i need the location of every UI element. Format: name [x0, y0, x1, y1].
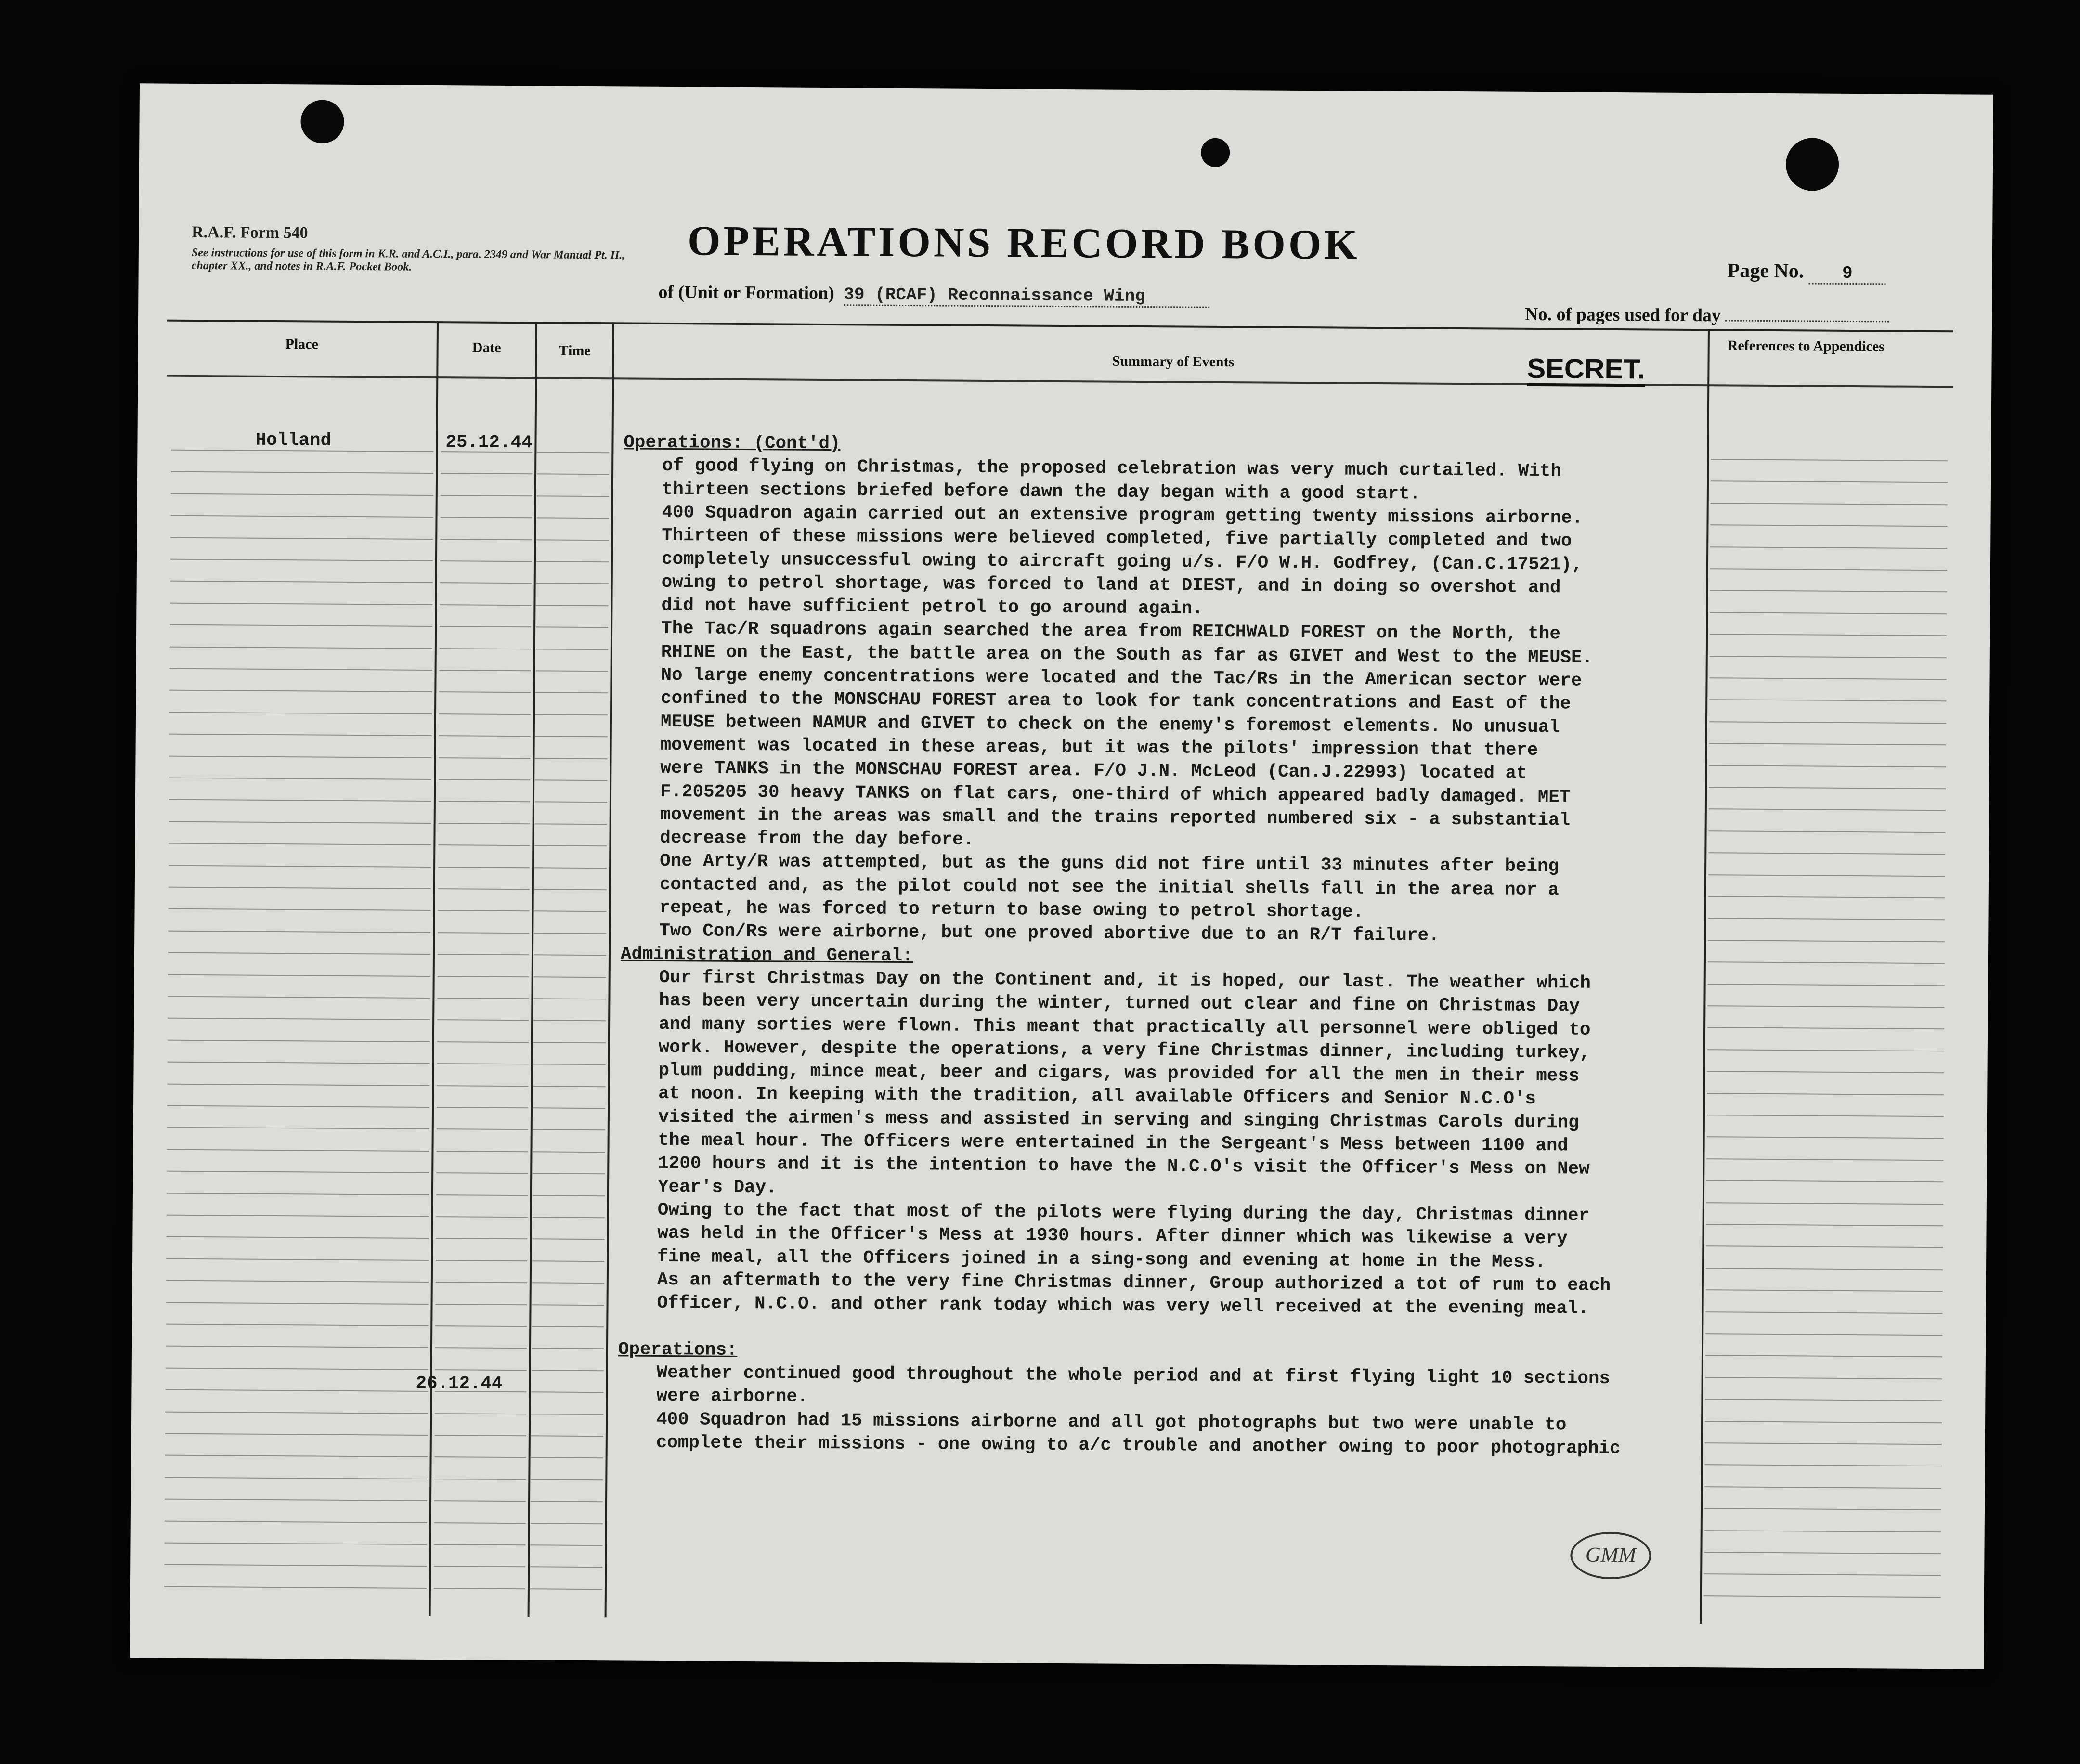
- stamp-initials: GMM: [1585, 1543, 1637, 1567]
- ruled-line: [531, 1457, 603, 1459]
- ruled-line: [533, 1151, 605, 1153]
- place-holland: Holland: [255, 430, 332, 451]
- ruled-line: [1710, 590, 1947, 593]
- ruled-line: [534, 933, 606, 934]
- date-26-12-44: 26.12.44: [416, 1373, 503, 1394]
- summary-line: One Arty/R was attempted, but as the guns did not fire until 33 minutes after being: [660, 851, 1560, 877]
- ruled-line: [531, 1391, 603, 1393]
- ruled-line: [171, 493, 433, 495]
- ruled-line: [165, 1389, 428, 1392]
- page-title: OPERATIONS RECORD BOOK: [687, 218, 1361, 269]
- ruled-line: [535, 736, 608, 738]
- ruled-line: [434, 1522, 526, 1524]
- ruled-line: [1711, 503, 1948, 505]
- ruled-line: [166, 1324, 428, 1326]
- summary-line: of good flying on Christmas, the proposed celebration was very much curtailed. With: [662, 456, 1562, 482]
- ruled-line: [170, 602, 432, 605]
- ruled-line: [166, 1280, 429, 1283]
- ruled-line: [1705, 1377, 1942, 1379]
- ruled-line: [1709, 830, 1946, 833]
- summary-line: did not have sufficient petrol to go around again.: [661, 596, 1203, 619]
- ruled-line: [438, 954, 529, 955]
- ruled-line: [165, 1455, 428, 1457]
- summary-line: was held in the Officer's Mess at 1930 hours. After dinner which was likewise a very: [657, 1223, 1568, 1249]
- date-25-12-44: 25.12.44: [445, 432, 533, 454]
- ruled-line: [166, 1302, 429, 1304]
- ruled-line: [166, 1258, 429, 1260]
- column-header-summary: Summary of Events: [1112, 353, 1235, 370]
- page-number-row: [1728, 259, 1886, 285]
- column-header-time: Time: [559, 342, 591, 359]
- ruled-line: [439, 823, 530, 824]
- ruled-line: [169, 843, 431, 845]
- ruled-line: [534, 845, 607, 846]
- ruled-line: [436, 1151, 528, 1152]
- ruled-line: [537, 495, 609, 497]
- ruled-line: [441, 495, 532, 496]
- column-divider-time: [605, 322, 614, 1617]
- ruled-line: [440, 648, 531, 649]
- pages-used-row: [1525, 304, 1889, 327]
- ruled-line: [436, 1216, 528, 1218]
- summary-line: movement was located in these areas, but it was the pilots' impression that there: [660, 735, 1538, 761]
- ruled-line: [440, 670, 531, 671]
- ruled-line: [532, 1282, 604, 1284]
- ruled-line: [168, 996, 430, 999]
- ruled-line: [533, 1217, 605, 1218]
- summary-line: complete their missions - one owing to a/c trouble and another owing to poor photographic: [656, 1432, 1621, 1459]
- ruled-line: [167, 1193, 429, 1195]
- summary-line: visited the airmen's mess and assisted in serving and singing Christmas Carols during: [658, 1107, 1579, 1133]
- ruled-line: [171, 515, 433, 518]
- ruled-line: [436, 1282, 527, 1283]
- ruled-line: [439, 757, 530, 759]
- summary-line: 400 Squadron had 15 missions airborne and all got photographs but two were unable to: [656, 1409, 1567, 1436]
- summary-line: 400 Squadron again carried out an extensive program getting twenty missions airborne.: [662, 502, 1583, 529]
- summary-heading: Operations: (Cont'd): [624, 432, 841, 454]
- ruled-line: [532, 1260, 604, 1262]
- summary-line: contacted and, as the pilot could not see the initial shells fall in the area nor a: [659, 874, 1559, 900]
- ruled-line: [534, 889, 607, 890]
- ruled-line: [1706, 1158, 1943, 1161]
- ruled-line: [1706, 1289, 1943, 1292]
- ruled-line: [170, 646, 432, 649]
- summary-line: plum pudding, mince meat, beer and cigars, was provided for all the men in their mess: [658, 1060, 1580, 1087]
- ruled-line: [536, 539, 609, 541]
- ruled-line: [440, 582, 532, 584]
- ruled-line: [434, 1566, 525, 1567]
- ruled-line: [1704, 1574, 1941, 1576]
- ruled-line: [437, 1085, 528, 1087]
- ruled-line: [170, 581, 433, 583]
- ruled-line: [1707, 1027, 1944, 1030]
- ruled-line: [437, 1128, 528, 1130]
- summary-line: Weather continued good throughout the whole period and at first flying light 10 sections: [656, 1362, 1611, 1389]
- ruled-line: [169, 778, 431, 780]
- ruled-line: [1710, 546, 1947, 549]
- ruled-line: [436, 1304, 527, 1305]
- ruled-line: [437, 998, 529, 999]
- ruled-line: [169, 821, 431, 823]
- ruled-line: [1705, 1399, 1942, 1401]
- ruled-line: [1708, 918, 1945, 921]
- ruled-line: [438, 888, 530, 890]
- summary-line: owing to petrol shortage, was forced to land at DIEST, and in doing so overshot and: [661, 572, 1561, 598]
- ruled-line: [1704, 1486, 1941, 1489]
- summary-line: RHINE on the East, the battle area on the South as far as GIVET and West to the MEUSE.: [661, 642, 1593, 668]
- ruled-line: [438, 910, 530, 911]
- ruled-line: [1705, 1333, 1942, 1336]
- ruled-line: [535, 758, 607, 759]
- ruled-line: [434, 1479, 526, 1480]
- ruled-line: [439, 735, 531, 737]
- ruled-line: [534, 911, 607, 912]
- ruled-line: [435, 1435, 526, 1436]
- ruled-line: [536, 561, 609, 562]
- ruled-line: [168, 1018, 430, 1020]
- ruled-line: [533, 998, 606, 999]
- page-number-label: Page No.: [1727, 259, 1804, 283]
- unit-value: 39 (RCAF) Reconnaissance Wing: [844, 285, 1209, 308]
- ruled-line: [532, 1348, 604, 1349]
- summary-line: and many sorties were flown. This meant that practically all personnel were obliged to: [658, 1014, 1591, 1040]
- ruled-line: [1708, 961, 1945, 964]
- ruled-line: [169, 712, 432, 714]
- ruled-line: [1709, 743, 1946, 745]
- ruled-line: [167, 1171, 429, 1173]
- ruled-line: [1710, 612, 1947, 614]
- ruled-line: [530, 1544, 602, 1546]
- ruled-line: [535, 802, 607, 803]
- ruled-line: [533, 1020, 606, 1022]
- ruled-line: [437, 1041, 529, 1043]
- ruled-line: [169, 908, 431, 911]
- ruled-line: [1707, 1049, 1944, 1051]
- ruled-line: [437, 1063, 529, 1064]
- ruled-line: [1704, 1530, 1941, 1532]
- summary-line: The Tac/R squadrons again searched the area from REICHWALD FOREST on the North, the: [661, 619, 1561, 645]
- ruled-line: [1710, 656, 1947, 658]
- ruled-line: [536, 627, 608, 628]
- ruled-line: [169, 799, 431, 802]
- column-divider-place: [429, 321, 439, 1616]
- ruled-line: [436, 1194, 528, 1196]
- ruled-line: [434, 1588, 525, 1589]
- ruled-line: [164, 1564, 427, 1567]
- ruled-line: [438, 932, 529, 934]
- ruled-line: [441, 517, 532, 518]
- ruled-line: [169, 865, 431, 867]
- ruled-line: [531, 1523, 603, 1524]
- ruled-line: [536, 649, 608, 650]
- initials-stamp: [1570, 1531, 1651, 1579]
- ruled-line: [1708, 896, 1945, 898]
- summary-line: Two Con/Rs were airborne, but one proved abortive due to an R/T failure.: [659, 921, 1440, 947]
- ruled-line: [168, 974, 430, 976]
- ruled-line: [535, 823, 607, 825]
- ruled-line: [530, 1588, 602, 1590]
- summary-line: confined to the MONSCHAU FOREST area to look for tank concentrations and East of the: [661, 688, 1571, 714]
- ruled-line: [533, 1042, 606, 1043]
- ruled-line: [169, 690, 432, 692]
- punch-hole-left: [300, 100, 344, 143]
- ruled-line: [1708, 940, 1945, 942]
- ruled-line: [531, 1435, 603, 1437]
- ruled-line: [439, 801, 530, 802]
- ruled-line: [170, 624, 432, 627]
- ruled-line: [168, 952, 430, 955]
- ruled-line: [532, 1326, 604, 1327]
- ruled-line: [440, 560, 532, 562]
- ruled-line: [435, 1325, 527, 1327]
- column-divider-summary: [1700, 329, 1710, 1624]
- ruled-line: [436, 1260, 527, 1261]
- secret-stamp: SECRET.: [1527, 354, 1645, 387]
- ruled-line: [440, 604, 531, 606]
- ruled-line: [533, 1107, 605, 1109]
- unit-row: [658, 282, 1209, 308]
- summary-line: movement in the areas was small and the trains reported numbered six - a substantial: [660, 804, 1571, 831]
- summary-line: were airborne.: [656, 1386, 808, 1408]
- ruled-line: [165, 1411, 428, 1414]
- ruled-line: [165, 1477, 427, 1479]
- ruled-line: [167, 1149, 429, 1151]
- summary-line: work. However, despite the operations, a very fine Christmas dinner, including turkey,: [658, 1037, 1591, 1064]
- ruled-line: [1707, 1093, 1944, 1095]
- ruled-line: [533, 1195, 605, 1196]
- ruled-line: [1707, 1115, 1944, 1117]
- summary-line: at noon. In keeping with the tradition, all available Officers and Senior N.C.O's: [658, 1084, 1536, 1110]
- record-sheet: [130, 83, 1993, 1669]
- ruled-line: [1706, 1246, 1943, 1248]
- ruled-line: [436, 1238, 527, 1239]
- ruled-line: [533, 1086, 605, 1087]
- ruled-line: [435, 1369, 527, 1371]
- ruled-line: [167, 1105, 429, 1108]
- summary-line: fine meal, all the Officers joined in a sing-song and evening at home in the Mess.: [657, 1246, 1546, 1272]
- summary-line: Officer, N.C.O. and other rank today which was very well received at the evening meal.: [657, 1293, 1589, 1319]
- ruled-line: [1710, 677, 1947, 680]
- ruled-line: [170, 559, 433, 561]
- ruled-line: [168, 930, 430, 933]
- ruled-line: [169, 887, 431, 889]
- ruled-line: [1709, 809, 1946, 811]
- ruled-line: [1705, 1465, 1942, 1467]
- summary-line: Our first Christmas Day on the Continent and, it is hoped, our last. The weather which: [659, 967, 1591, 994]
- ruled-line: [1706, 1202, 1943, 1205]
- unit-label: of (Unit or Formation): [658, 282, 835, 304]
- punch-hole-right: [1786, 138, 1839, 191]
- ruled-line: [166, 1346, 428, 1348]
- ruled-line: [1709, 765, 1946, 767]
- ruled-line: [440, 539, 532, 540]
- ruled-line: [167, 1127, 429, 1129]
- ruled-line: [437, 1107, 528, 1108]
- column-header-references: References to Appendices: [1727, 337, 1885, 355]
- pages-used-value: [1725, 320, 1889, 322]
- ruled-line: [435, 1347, 527, 1349]
- ruled-line: [535, 692, 608, 694]
- ruled-line: [535, 714, 608, 715]
- ruled-line: [1705, 1442, 1942, 1445]
- ruled-line: [1708, 984, 1945, 986]
- ruled-line: [168, 1039, 430, 1042]
- ruled-line: [441, 473, 532, 474]
- ruled-line: [536, 670, 608, 672]
- ruled-line: [1704, 1595, 1941, 1598]
- pages-used-label: No. of pages used for day: [1525, 304, 1721, 326]
- column-header-date: Date: [472, 339, 501, 356]
- ruled-line: [531, 1414, 603, 1415]
- ruled-line: [439, 691, 531, 693]
- ruled-line: [170, 537, 433, 539]
- ruled-line: [532, 1304, 604, 1306]
- ruled-line: [1705, 1311, 1942, 1314]
- form-note: See instructions for use of this form in K.R. and A.C.I., para. 2349 and War Manual Pt. II., chapter XX., and notes in R.A.F. Pocket Book.: [191, 246, 625, 273]
- summary-line: Owing to the fact that most of the pilots were flying during the day, Christmas dinner: [657, 1200, 1590, 1226]
- summary-line: decrease from the day before.: [660, 828, 975, 850]
- ruled-line: [166, 1367, 428, 1370]
- ruled-line: [537, 518, 609, 519]
- ruled-line: [169, 734, 432, 736]
- summary-line: Thirteen of these missions were believed completed, five partially completed and two: [662, 526, 1572, 552]
- table-header-border: [167, 375, 1953, 388]
- ruled-line: [531, 1501, 603, 1502]
- summary-line: F.205205 30 heavy TANKS on flat cars, one-third of which appeared badly damaged. MET: [660, 781, 1571, 807]
- ruled-line: [171, 471, 433, 474]
- ruled-line: [1710, 568, 1947, 571]
- ruled-lines: [140, 83, 1993, 95]
- ruled-line: [1706, 1180, 1943, 1182]
- ruled-line: [533, 1129, 605, 1131]
- ruled-line: [1708, 852, 1945, 855]
- ruled-line: [535, 779, 607, 781]
- ruled-line: [440, 626, 531, 627]
- ruled-line: [536, 583, 609, 584]
- summary-line: No large enemy concentrations were located and the Tac/Rs in the American sector were: [661, 665, 1582, 691]
- ruled-line: [537, 474, 609, 475]
- punch-hole-middle: [1201, 138, 1230, 167]
- ruled-line: [1709, 721, 1946, 724]
- ruled-line: [530, 1567, 602, 1568]
- ruled-line: [1709, 700, 1946, 702]
- column-header-place: Place: [285, 336, 318, 352]
- ruled-line: [1706, 1224, 1943, 1226]
- ruled-line: [1707, 1137, 1944, 1139]
- ruled-line: [170, 668, 432, 671]
- ruled-line: [167, 1083, 429, 1086]
- ruled-line: [165, 1433, 428, 1436]
- summary-line: MEUSE between NAMUR and GIVET to check on the enemy's foremost elements. No unusual: [660, 712, 1560, 738]
- ruled-line: [532, 1370, 604, 1371]
- ruled-line: [439, 779, 530, 780]
- ruled-line: [434, 1544, 525, 1545]
- ruled-line: [437, 1019, 529, 1021]
- ruled-line: [534, 867, 607, 869]
- ruled-line: [1704, 1508, 1941, 1510]
- summary-line: As an aftermath to the very fine Christmas dinner, Group authorized a tot of rum to each: [657, 1270, 1611, 1296]
- summary-line: repeat, he was forced to return to base owing to petrol shortage.: [659, 897, 1364, 922]
- summary-line: were TANKS in the MONSCHAU FOREST area. F/O J.N. McLeod (Can.J.22993) located at: [660, 758, 1527, 784]
- ruled-line: [434, 1500, 526, 1502]
- ruled-line: [1707, 1071, 1944, 1073]
- summary-heading: Administration and General:: [620, 944, 913, 966]
- ruled-line: [533, 1064, 606, 1065]
- summary-line: Year's Day.: [657, 1177, 777, 1198]
- ruled-line: [1711, 459, 1948, 461]
- ruled-line: [534, 954, 606, 956]
- ruled-line: [165, 1543, 427, 1545]
- ruled-line: [438, 976, 529, 977]
- summary-line: completely unsuccessful owing to aircraft going u/s. F/O W.H. Godfrey, (Can.C.17521),: [661, 549, 1583, 575]
- summary-line: thirteen sections briefed before dawn the day began with a good start.: [662, 479, 1421, 505]
- ruled-line: [1707, 1005, 1944, 1008]
- ruled-line: [536, 605, 608, 606]
- ruled-line: [165, 1520, 427, 1523]
- ruled-line: [435, 1456, 526, 1458]
- ruled-line: [438, 844, 530, 846]
- ruled-line: [1710, 634, 1947, 636]
- ruled-line: [532, 1239, 604, 1240]
- ruled-line: [167, 1215, 429, 1217]
- summary-line: 1200 hours and it is the intention to have the N.C.O's visit the Officer's Mess on New: [658, 1154, 1590, 1180]
- ruled-line: [1705, 1421, 1942, 1423]
- summary-heading: Operations:: [618, 1339, 738, 1361]
- ruled-line: [1709, 787, 1946, 789]
- ruled-line: [1704, 1552, 1941, 1554]
- ruled-line: [439, 713, 531, 715]
- form-id: R.A.F. Form 540: [192, 223, 308, 242]
- ruled-line: [1706, 1268, 1943, 1270]
- summary-line: has been very uncertain during the winter, turned out clear and fine on Christmas Day: [659, 991, 1580, 1017]
- ruled-line: [534, 976, 606, 978]
- ruled-line: [165, 1499, 427, 1501]
- column-divider-date: [528, 322, 537, 1617]
- ruled-line: [1711, 481, 1948, 483]
- ruled-line: [531, 1479, 603, 1480]
- ruled-line: [168, 1062, 430, 1064]
- ruled-line: [436, 1172, 528, 1174]
- summary-line: the meal hour. The Officers were entertained in the Sergeant's Mess between 1100 and: [658, 1130, 1569, 1156]
- page-number-value: 9: [1809, 263, 1886, 285]
- ruled-line: [169, 755, 431, 758]
- ruled-line: [164, 1586, 427, 1588]
- ruled-line: [166, 1236, 429, 1239]
- ruled-line: [533, 1173, 605, 1174]
- ruled-line: [435, 1413, 526, 1414]
- ruled-line: [1710, 524, 1947, 527]
- ruled-line: [438, 867, 530, 868]
- ruled-line: [1708, 874, 1945, 877]
- ruled-line: [537, 452, 609, 453]
- ruled-line: [1705, 1355, 1942, 1358]
